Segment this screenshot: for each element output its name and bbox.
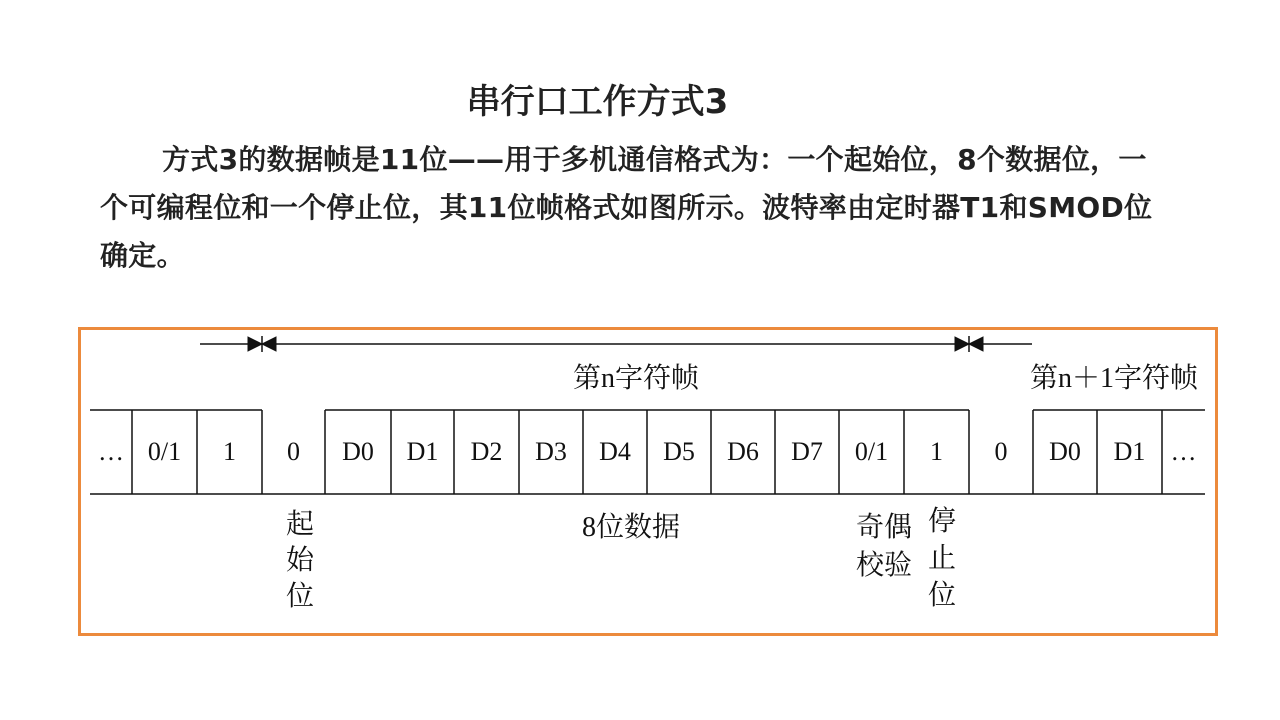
parity-annotation: [856, 511, 912, 581]
bit-cell-label: D1: [406, 437, 439, 466]
frame-n-plus-1-label: 第n＋1字符帧: [1029, 363, 1199, 394]
stop-bit-char-2: 止: [927, 543, 957, 574]
stop-bit-char-3: 位: [927, 580, 957, 611]
bit-cell-label: D2: [470, 437, 503, 466]
bit-cell-label: D4: [599, 437, 631, 466]
frame-span-marker: [200, 336, 1032, 352]
start-bit-annotation: [286, 508, 315, 612]
stop-bit-annotation: [928, 505, 956, 611]
arrow-left-outer: [262, 337, 276, 351]
bit-cell-label: …: [98, 437, 124, 466]
arrow-right-outer: [969, 337, 983, 351]
arrow-left-inner: [248, 337, 262, 351]
start-bit-char-3: 位: [285, 581, 315, 612]
bit-cell-label: D1: [1113, 437, 1146, 466]
bit-cell-label: D0: [1049, 437, 1081, 466]
bit-waveform: [90, 410, 1205, 494]
description-paragraph: 方式3的数据帧是11位——用于多机通信格式为：一个起始位，8个数据位，一个可编程位和一个停止位，其11位帧格式如图所示。波特率由定时器T1和SMOD位确定。: [100, 143, 1153, 272]
bit-cell-label: 0/1: [854, 437, 889, 466]
frame-n-label: 第n字符帧: [572, 363, 700, 394]
bit-cell-label: 0: [287, 437, 300, 466]
bit-cell-label: 1: [223, 437, 236, 466]
stop-bit-char-1: 停: [927, 506, 957, 537]
bit-cell-label: 0/1: [147, 437, 182, 466]
bit-cell-label: 1: [930, 437, 943, 466]
bit-cell-label: 0: [994, 437, 1008, 466]
bit-cell-label: D7: [791, 437, 823, 466]
bit-cell-label: D0: [342, 437, 374, 466]
start-bit-char-2: 始: [285, 545, 315, 576]
bit-cell-label: D6: [727, 437, 759, 466]
bit-cell-label: D3: [535, 437, 567, 466]
data-bits-annotation: 8位数据: [581, 512, 681, 543]
parity-line-1: 奇偶: [855, 512, 913, 543]
arrow-right-inner: [955, 337, 969, 351]
slide-title: 串行口工作方式3: [466, 82, 729, 122]
bit-cell-label: D5: [663, 437, 695, 466]
bit-cell-label: …: [1170, 437, 1197, 466]
start-bit-char-1: 起: [285, 509, 315, 540]
parity-line-2: 校验: [855, 550, 913, 581]
